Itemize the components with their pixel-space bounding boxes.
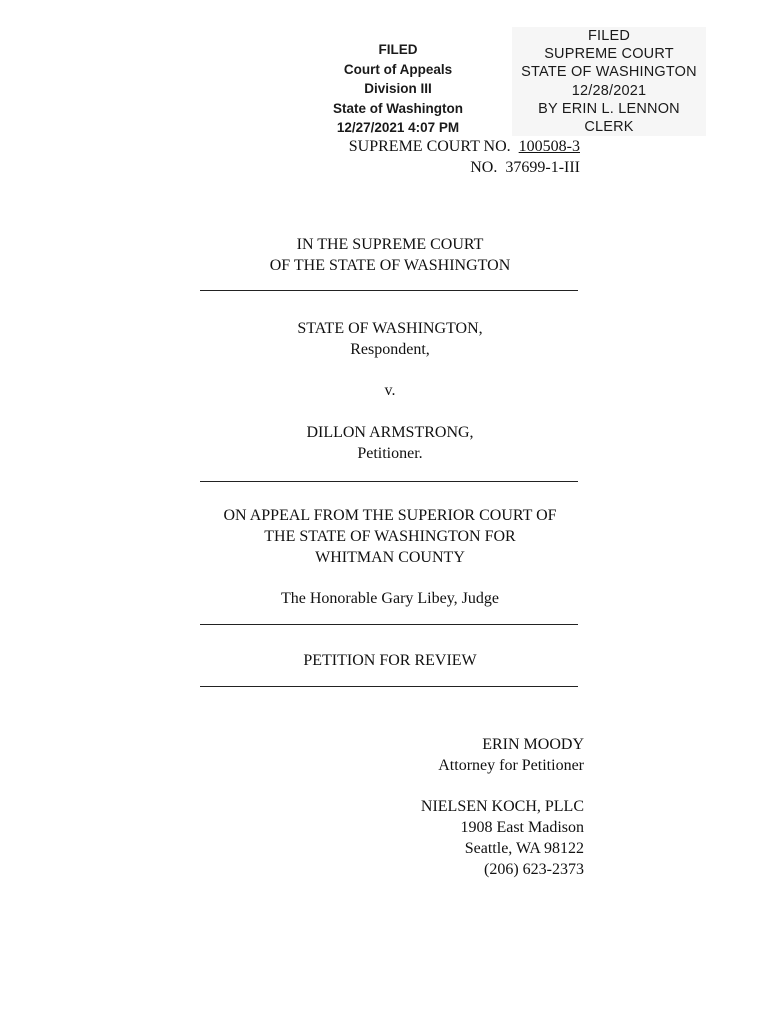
attorney-role: Attorney for Petitioner [438,757,584,774]
appeal-line: THE STATE OF WASHINGTON FOR [264,528,516,545]
court-heading [200,234,580,276]
respondent-role: Respondent, [350,341,430,358]
versus: v. [384,382,396,399]
stamp-filed: FILED [587,28,631,44]
court-of-appeals-filed-stamp [318,40,478,138]
case-number-label: SUPREME COURT NO. [348,138,511,155]
appeals-case-number [470,158,580,178]
stamp-division: Division III [364,81,432,97]
stamp-clerk: CLERK [584,119,634,136]
supreme-court-case-number [349,137,580,157]
divider [200,624,578,625]
stamp-date: 12/28/2021 [571,82,647,99]
stamp-state: State of Washington [333,100,463,116]
petitioner-role: Petitioner. [357,445,423,462]
case-number-label: NO. [470,159,498,176]
case-number-value: 37699-1-III [505,159,580,176]
divider [200,686,578,687]
stamp-datetime: 12/27/2021 4:07 PM [336,120,460,136]
attorney-name: ERIN MOODY [482,736,584,753]
stamp-court: SUPREME COURT [544,46,674,63]
document-title: PETITION FOR REVIEW [303,652,477,669]
firm-phone: (206) 623-2373 [484,861,584,878]
stamp-filed: FILED [378,42,418,57]
petitioner-name: DILLON ARMSTRONG, [306,424,474,441]
court-heading-line: IN THE SUPREME COURT [296,236,484,253]
attorney-block [438,734,584,776]
firm-city: Seattle, WA 98122 [464,840,584,857]
divider [200,481,578,482]
firm-street: 1908 East Madison [460,819,584,836]
stamp-court: Court of Appeals [343,61,453,77]
petitioner-block [200,422,580,464]
supreme-court-filed-stamp [512,27,706,136]
appeal-heading [200,505,580,568]
stamp-by: BY ERIN L. LENNON [538,100,680,117]
firm-name: NIELSEN KOCH, PLLC [420,798,584,815]
stamp-state: STATE OF WASHINGTON [521,64,697,81]
divider [200,290,578,291]
appeal-line: ON APPEAL FROM THE SUPERIOR COURT OF [223,507,557,524]
respondent-block [200,318,580,360]
firm-block [421,796,584,880]
respondent-name: STATE OF WASHINGTON, [297,320,483,337]
judge-line: The Honorable Gary Libey, Judge [281,590,499,607]
case-number-value: 100508-3 [518,138,580,155]
appeal-line: WHITMAN COUNTY [315,549,465,566]
court-heading-line: OF THE STATE OF WASHINGTON [269,257,511,274]
